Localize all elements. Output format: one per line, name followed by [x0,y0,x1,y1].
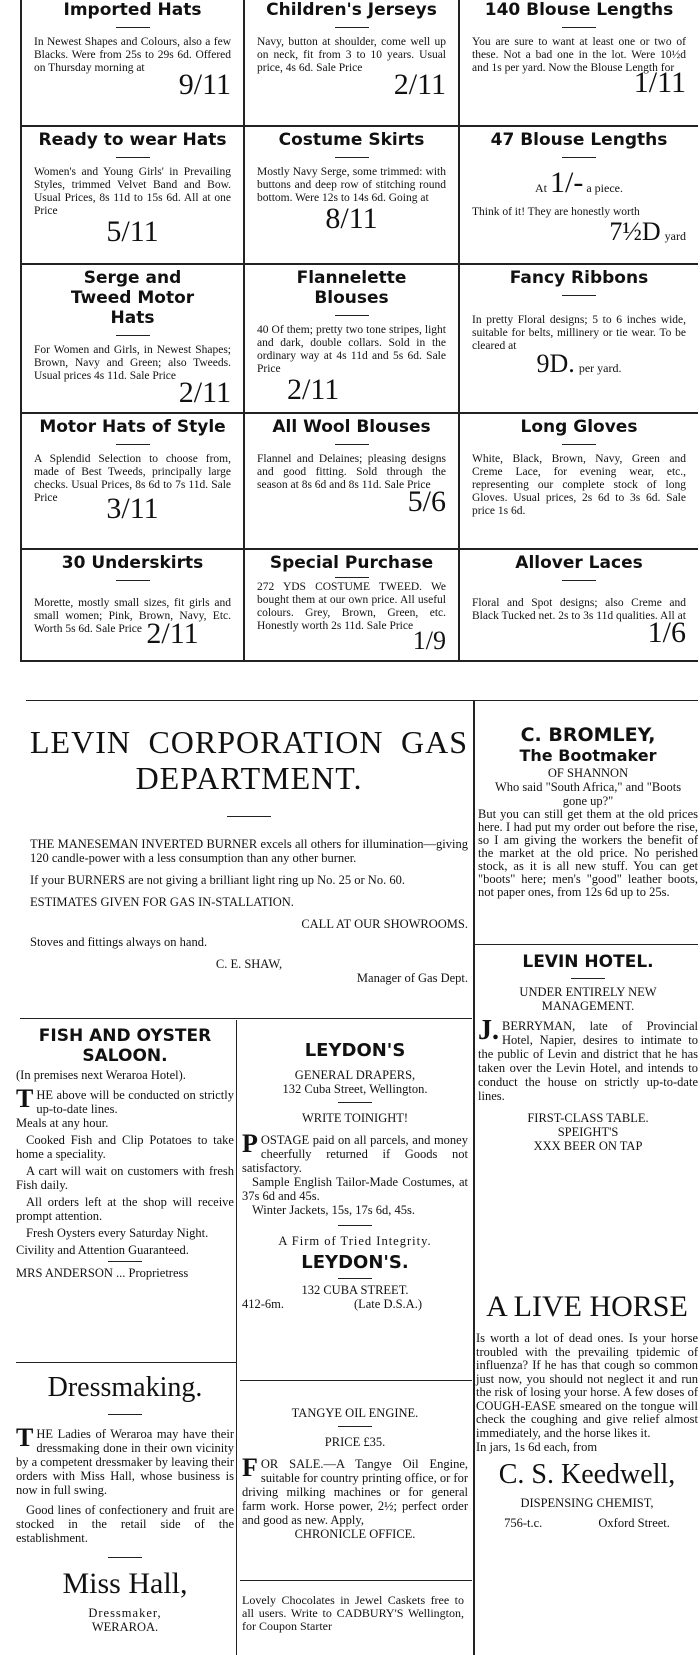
cadbury-body: Lovely Chocolates in Jewel Caskets free to all users. Write to CADBURY'S Wellington, for Coupon Starter [242,1593,464,1633]
cell-price: 5/6 [407,485,446,518]
fish-oyster-saloon-ad [16,1026,234,1280]
cell-price: 5/11 [106,215,159,248]
dressmaking-ad [16,1372,234,1655]
grid-cell-childrens-jerseys [245,0,458,125]
tangye-price: PRICE £35. [324,1435,386,1449]
horse-code: 756-t.c. [504,1516,543,1530]
cell-body: White, Black, Brown, Navy, Green and Creme Lace, for evening wear, etc., representing our complete stock of long Gloves. Usual prices, 2s 6d to 3s 6d. Sale price 1s 6d. [472,453,686,517]
hotel-sub: UNDER ENTIRELY NEW MANAGEMENT. [519,985,657,1013]
cell-price-suffix: per yard. [578,361,622,375]
hotel-l3: XXX BEER ON TAP [533,1139,643,1153]
leydons-cta: WRITE TOINIGHT! [301,1111,409,1125]
cell-at-suffix: a piece. [586,181,623,195]
fish-p6: Fresh Oysters every Saturday Night. [26,1226,209,1240]
cell-title: Special Purchase [269,553,434,573]
cell-body: Flannel and Delaines; pleasing designs and good fitting. Sold through the season at 8s 6d and 8s 11d. Sale Price [257,453,446,491]
cell-title: 47 Blouse Lengths [490,130,668,150]
grid-cell-ready-to-wear-hats [22,130,243,263]
cell-price: 8/11 [325,202,378,235]
hotel-name: LEVIN HOTEL. [522,952,654,972]
cell-price: 1/6 [647,616,686,649]
cell-body: You are sure to want at least one or two of these. Not a bad one in the lot. Were 10½d and 1s per yard. Now the Blouse Length for [472,36,686,74]
fish-title-1: FISH AND OYSTER [38,1026,212,1046]
cell-price: 9/11 [178,68,231,101]
leydons-addr-2: 132 CUBA STREET. [301,1283,409,1297]
gas-p2: If your BURNERS are not giving a brilliant light ring up No. 25 or No. 60. [30,873,405,887]
leydons-title-2: LEYDON'S. [301,1252,409,1273]
leydons-p2: Sample English Tailor-Made Costumes, at 37s 6d and 45s. [242,1175,468,1203]
tangye-apply: CHRONICLE OFFICE. [294,1527,416,1541]
leydons-code: 412-6m. [242,1297,285,1311]
cell-title: Allover Laces [515,553,643,573]
cell-title: Fancy Ribbons [509,268,649,288]
leydons-firm: A Firm of Tried Integrity. [278,1234,432,1248]
leydons-p1: OSTAGE paid on all parcels, and money cheerfully returned if Goods not satisfactory. [242,1133,468,1175]
horse-jars: In jars, 1s 6d each, from [476,1440,598,1454]
grid-cell-allover-laces [460,553,698,660]
fish-title-2: SALOON. [82,1046,168,1066]
grid-cell-47-blouse-lengths [460,130,698,263]
cell-body: Floral and Spot designs; also Creme and Black Tucked net. 2s to 3s 11d qualities. All at [472,597,686,622]
fish-location: (In premises next Weraroa Hotel). [16,1068,186,1082]
grid-cell-140-blouse-lengths [460,0,698,125]
cadbury-ad [242,1594,464,1654]
horse-title: A LIVE HORSE [486,1290,688,1323]
fish-proprietress: MRS ANDERSON ... Proprietress [16,1266,189,1280]
cell-title: 140 Blouse Lengths [484,0,674,20]
live-horse-ad [476,1290,698,1640]
cell-price: 3/11 [106,492,159,525]
cell-body: Women's and Young Girls' in Prevailing Styles, trimmed Velvet Band and Bow. Usual Prices, 8s 11d to 15s 6d. All at one Price [34,166,231,217]
gas-sig: C. E. SHAW, [215,957,283,971]
cell-body: Morette, mostly small sizes, fit girls and small women; Pink, Brown, Navy, Etc. Worth 5s 6d. Sale Price [34,597,231,635]
cell-price: 1/9 [412,626,446,655]
bromley-name: C. BROMLEY, [520,724,656,746]
bromley-sub: The Bootmaker [519,746,657,765]
grid-cell-all-wool-blouses [245,417,458,548]
gas-p4: CALL AT OUR SHOWROOMS. [301,917,468,931]
cell-price: 9D. [536,349,575,378]
dress-p1: HE Ladies of Weraroa may have their dressmaking done in their own vicinity by a competent dressmaker by leaving their orders with Miss Hall, whose business is now in full swing. [16,1427,234,1497]
horse-body: Is worth a lot of dead ones. Is your horse troubled with the prevailing tpidemic of influenza? If he has that cough so common just now, you should not neglect it and run the risk of losing your horse. A few doses of COUGH-EASE smeared on the tongue will check the coughing and give relief almost immediately, and the horse likes it. [476,1331,698,1440]
grid-cell-30-underskirts [22,553,243,660]
tangye-initial: F [242,1453,258,1482]
dress-initial: T [16,1423,34,1452]
cell-body: In Newest Shapes and Colours, also a few Blacks. Were from 25s to 29s 6d. Offered on Thursday morning at [34,36,231,74]
cell-title: 30 Underskirts [61,553,204,573]
cell-at: At [535,181,548,195]
cell-price: 2/11 [146,617,199,650]
fish-initial: T [16,1084,34,1113]
tangye-oil-engine-ad [242,1406,468,1566]
fish-p3: Cooked Fish and Clip Potatoes to take home a speciality. [16,1133,234,1161]
dress-p2: Good lines of confectionery and fruit are stocked in the retail side of the establishment. [16,1503,234,1545]
grid-cell-serge-tweed-motor-hats [22,268,243,412]
cell-body: For Women and Girls, in Newest Shapes; Brown, Navy and Green; also Tweeds. Usual prices 4s 11d. Sale Price [34,344,231,382]
cell-body: 40 Of them; pretty two tone stripes, light and dark, double collars. Sold in the ordinary way at 4s 11d and 5s 6d. Sale Price [257,324,446,375]
grid-cell-imported-hats [22,0,243,125]
dress-place: WERAROA. [91,1620,159,1634]
cell-title: Flannelette Blouses [296,268,407,308]
cell-title: Ready to wear Hats [38,130,227,150]
gas-department-ad [30,724,468,1014]
cell-price: 1/11 [633,66,686,99]
gas-p5: Stoves and fittings always on hand. [30,935,208,949]
grid-cell-costume-skirts [245,130,458,263]
cell-price: 2/11 [393,68,446,101]
cell-body: A Splendid Selection to choose from, made of Best Tweeds, principally large checks. Usual Prices, 8s 6d to 7s 11d. Sale Price [34,453,231,504]
cell-body: Mostly Navy Serge, some trimmed: with buttons and deep row of stitching round bottom. Were 12s to 14s 6d. Going at [257,166,446,204]
grid-cell-special-purchase [245,553,458,660]
gas-p3: ESTIMATES GIVEN FOR GAS IN-STALLATION. [30,895,294,909]
hotel-l2: SPEIGHT'S [557,1125,619,1139]
cell-title: Children's Jerseys [266,0,437,20]
bromley-quote: Who said "South Africa," and "Boots gone up?" [494,780,682,808]
leydons-addr: 132 Cuba Street, Wellington. [282,1082,428,1096]
fish-p5: All orders left at the shop will receive prompt attention. [16,1195,234,1223]
gas-title-2: DEPARTMENT. [135,760,363,796]
fish-p2: Meals at any hour. [16,1116,109,1130]
bromley-ad [478,724,698,944]
leydons-ad [242,1026,468,1356]
cell-title: Imported Hats [63,0,202,20]
grid-cell-motor-hats-of-style [22,417,243,548]
cell-title: Motor Hats of Style [39,417,226,437]
bromley-body: But you can still get them at the old prices here. I had put my order out before the rise, so I am giving the workers the benefit of the market at the old price. No perished stock, as it is all new stuff. You can get "boots" here; men's "good" leather boots, not paper ones, from 12s 6d up to 25s. [478,807,698,899]
leydons-title: LEYDON'S [304,1040,406,1061]
leydons-initial: P [242,1129,258,1158]
cell-title: All Wool Blouses [272,417,431,437]
levin-hotel-ad [478,952,698,1153]
hotel-body: BERRYMAN, late of Provincial Hotel, Napier, desires to intimate to the public of Levin and district that he has taken over the Levin Hotel, and intends to conduct the house on strictly up-to-date lines. [478,1019,698,1103]
cell-price: 2/11 [287,373,340,406]
cell-price: 1/- [550,166,584,199]
leydons-late: (Late D.S.A.) [353,1297,422,1311]
cell-body: Navy, button at shoulder, come well up on neck, fit from 3 to 10 years. Usual price, 4s 6d. Sale Price [257,36,446,74]
hotel-l1: FIRST-CLASS TABLE. [527,1111,649,1125]
dress-name: Miss Hall, [62,1567,188,1600]
cell-price: 2/11 [178,376,231,409]
cell-title: Serge and Tweed Motor Hats [70,268,195,328]
bromley-place: OF SHANNON [547,766,629,780]
fish-p7: Civility and Attention Guaranteed. [16,1243,189,1257]
gas-title-1: LEVIN CORPORATION GAS [30,724,468,760]
grid-cell-fancy-ribbons [460,268,698,412]
cell-title: Long Gloves [520,417,638,437]
horse-role: DISPENSING CHEMIST, [520,1496,654,1510]
horse-name: C. S. Keedwell, [498,1459,676,1490]
cell-body: In pretty Floral designs; 5 to 6 inches wide, suitable for belts, millinery or tie wear. To be cleared at [472,314,686,352]
cell-body: Think of it! They are honestly worth [472,206,640,218]
gas-p1: THE MANESEMAN INVERTED BURNER excels all others for illumination—giving 120 candle-power with a less consumption than any other burner. [30,837,468,865]
cell-title: Costume Skirts [278,130,425,150]
horse-addr: Oxford Street. [598,1516,670,1530]
gas-role: Manager of Gas Dept. [356,971,468,985]
fish-p4: A cart will wait on customers with fresh Fish daily. [16,1164,234,1192]
grid-cell-long-gloves [460,417,698,548]
cell-price-2-suffix: yard [664,229,686,243]
leydons-sub: GENERAL DRAPERS, [294,1068,416,1082]
cell-price-2: 7½D [609,217,661,246]
dress-role: Dressmaker, [88,1606,162,1620]
grid-cell-flannelette-blouses [245,268,458,412]
tangye-title: TANGYE OIL ENGINE. [291,1406,419,1420]
cell-body: 272 YDS COSTUME TWEED. We bought them at our own price. All useful colours. Grey, Brown, Green, etc. Honestly worth 2s 11d. Sale Price [257,581,446,632]
hotel-initial: J. [478,1015,499,1046]
leydons-p3: Winter Jackets, 15s, 17s 6d, 45s. [252,1203,416,1217]
fish-p1: HE above will be conducted on strictly up-to-date lines. [36,1088,234,1116]
tangye-body: OR SALE.—A Tangye Oil Engine, suitable for country printing office, or for driving milking machines or for general farm work. Horse power, 2½; perfect order and good as new. Apply, [242,1457,468,1527]
dress-title: Dressmaking. [47,1372,203,1403]
